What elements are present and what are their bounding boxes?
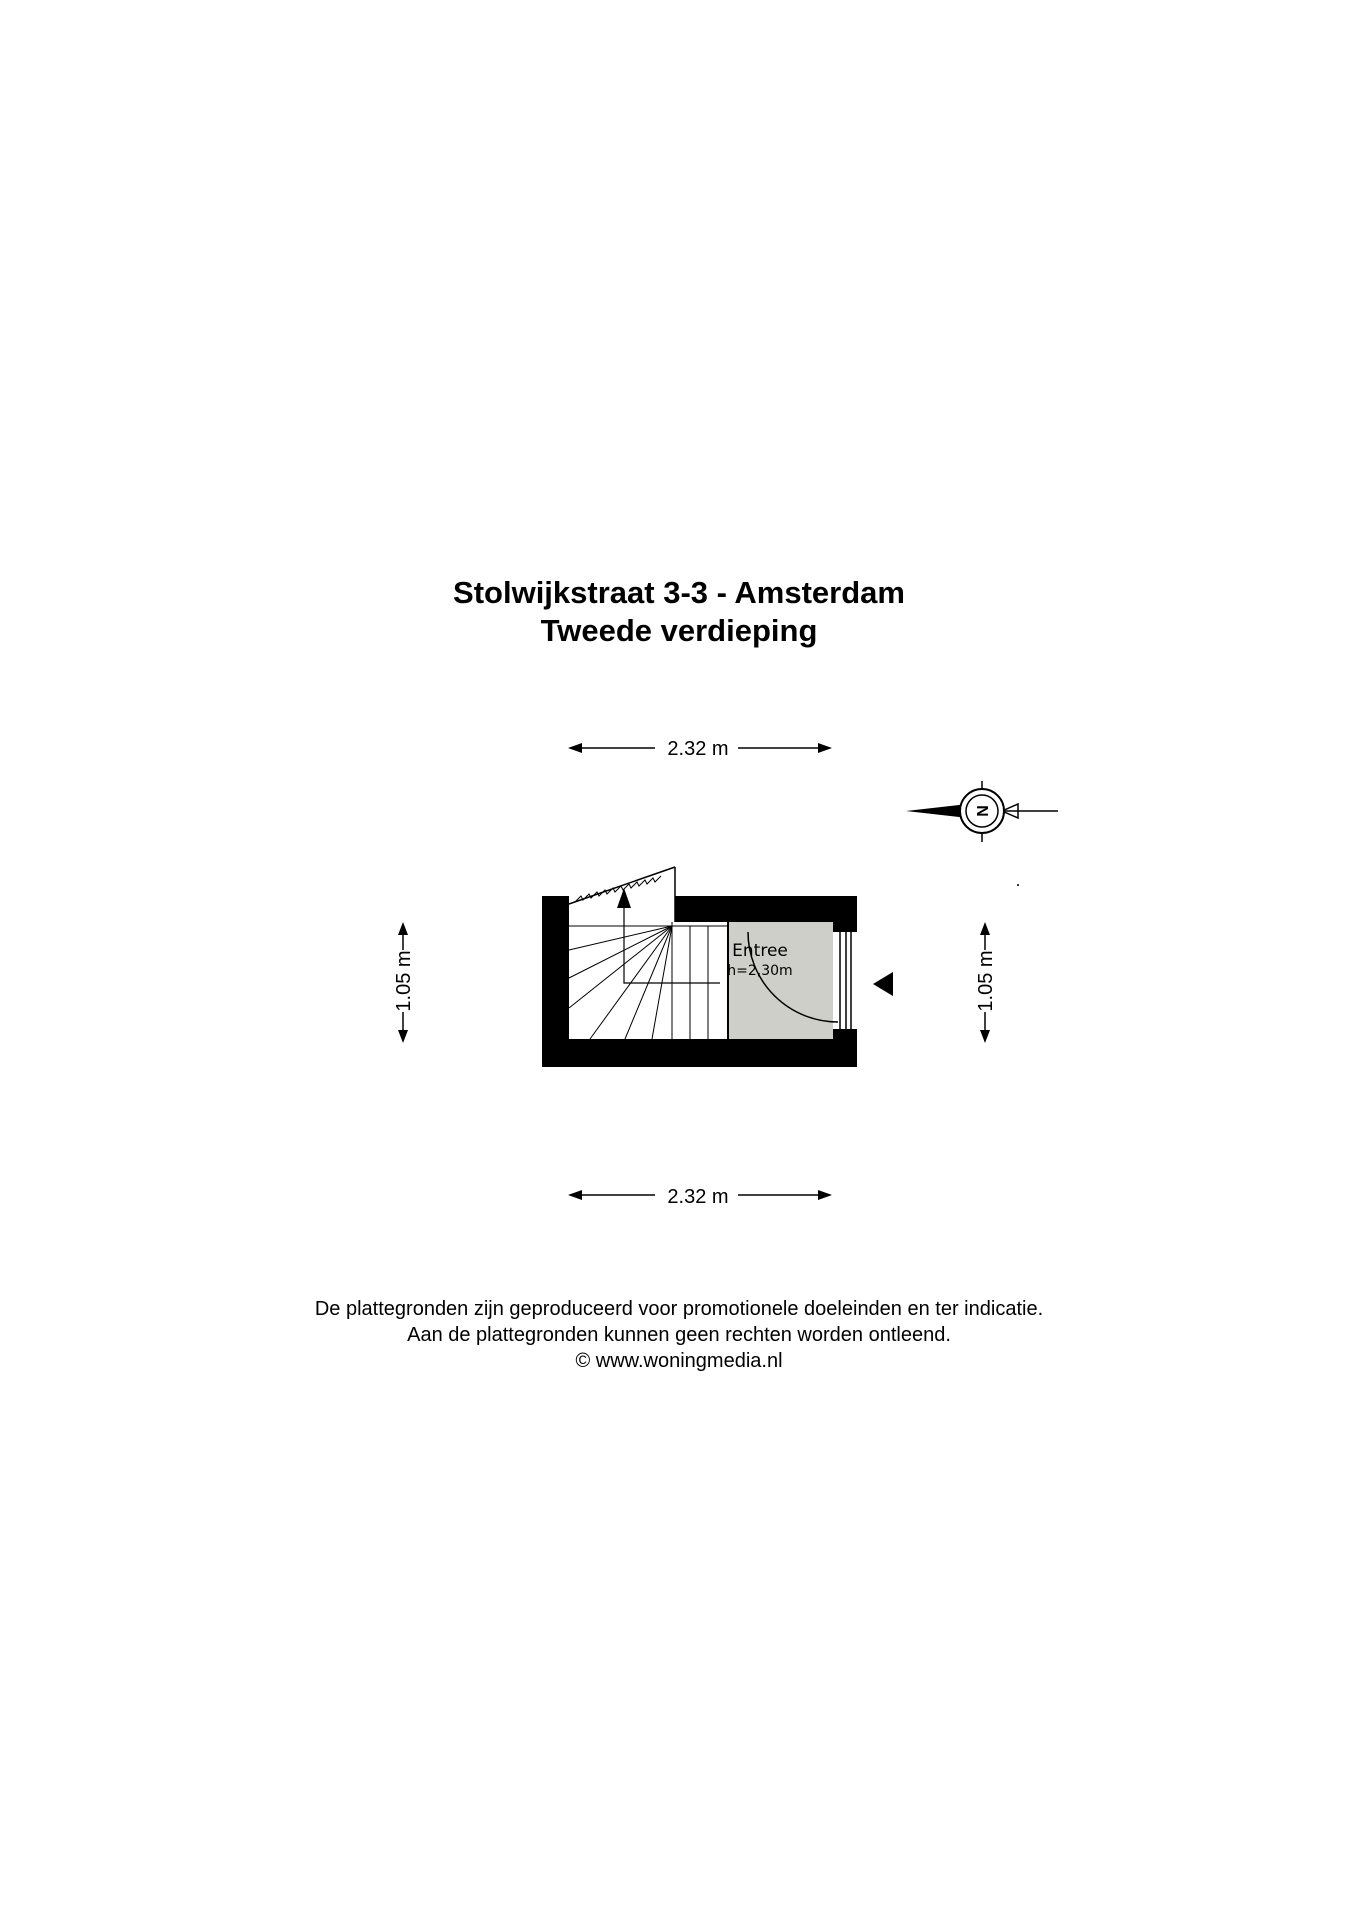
dimension-right: [975, 922, 997, 1043]
dimension-bottom: [568, 1186, 832, 1208]
dimension-top-label: 2.32 m: [667, 738, 729, 760]
room-entree-height: h=2,30m: [727, 963, 793, 979]
disclaimer-line-3: © www.woningmedia.nl: [575, 1350, 783, 1372]
page-title: Stolwijkstraat 3-3 - Amsterdam: [453, 575, 905, 610]
north-arrow-icon: [906, 781, 1058, 842]
stair-direction-arrow-icon: [617, 888, 631, 908]
staircase: [569, 867, 728, 1039]
dimension-left-label: 1.05 m: [393, 950, 415, 1012]
entrance-triangle-icon: [873, 972, 893, 996]
room-entree-name: Entree: [732, 941, 788, 961]
disclaimer-line-2: Aan de plattegronden kunnen geen rechten worden ontleend.: [407, 1324, 951, 1346]
room-entree-fill: [728, 922, 833, 1039]
dimension-top: [568, 738, 832, 760]
dimension-right-label: 1.05 m: [975, 950, 997, 1012]
disclaimer-line-1: De plattegronden zijn geproduceerd voor promotionele doeleinden en ter indicatie.: [314, 1298, 1044, 1320]
floor-subtitle: Tweede verdieping: [540, 613, 818, 648]
compass-letter: N: [975, 805, 992, 817]
dimension-left: [393, 922, 415, 1043]
dimension-bottom-label: 2.32 m: [667, 1186, 729, 1208]
